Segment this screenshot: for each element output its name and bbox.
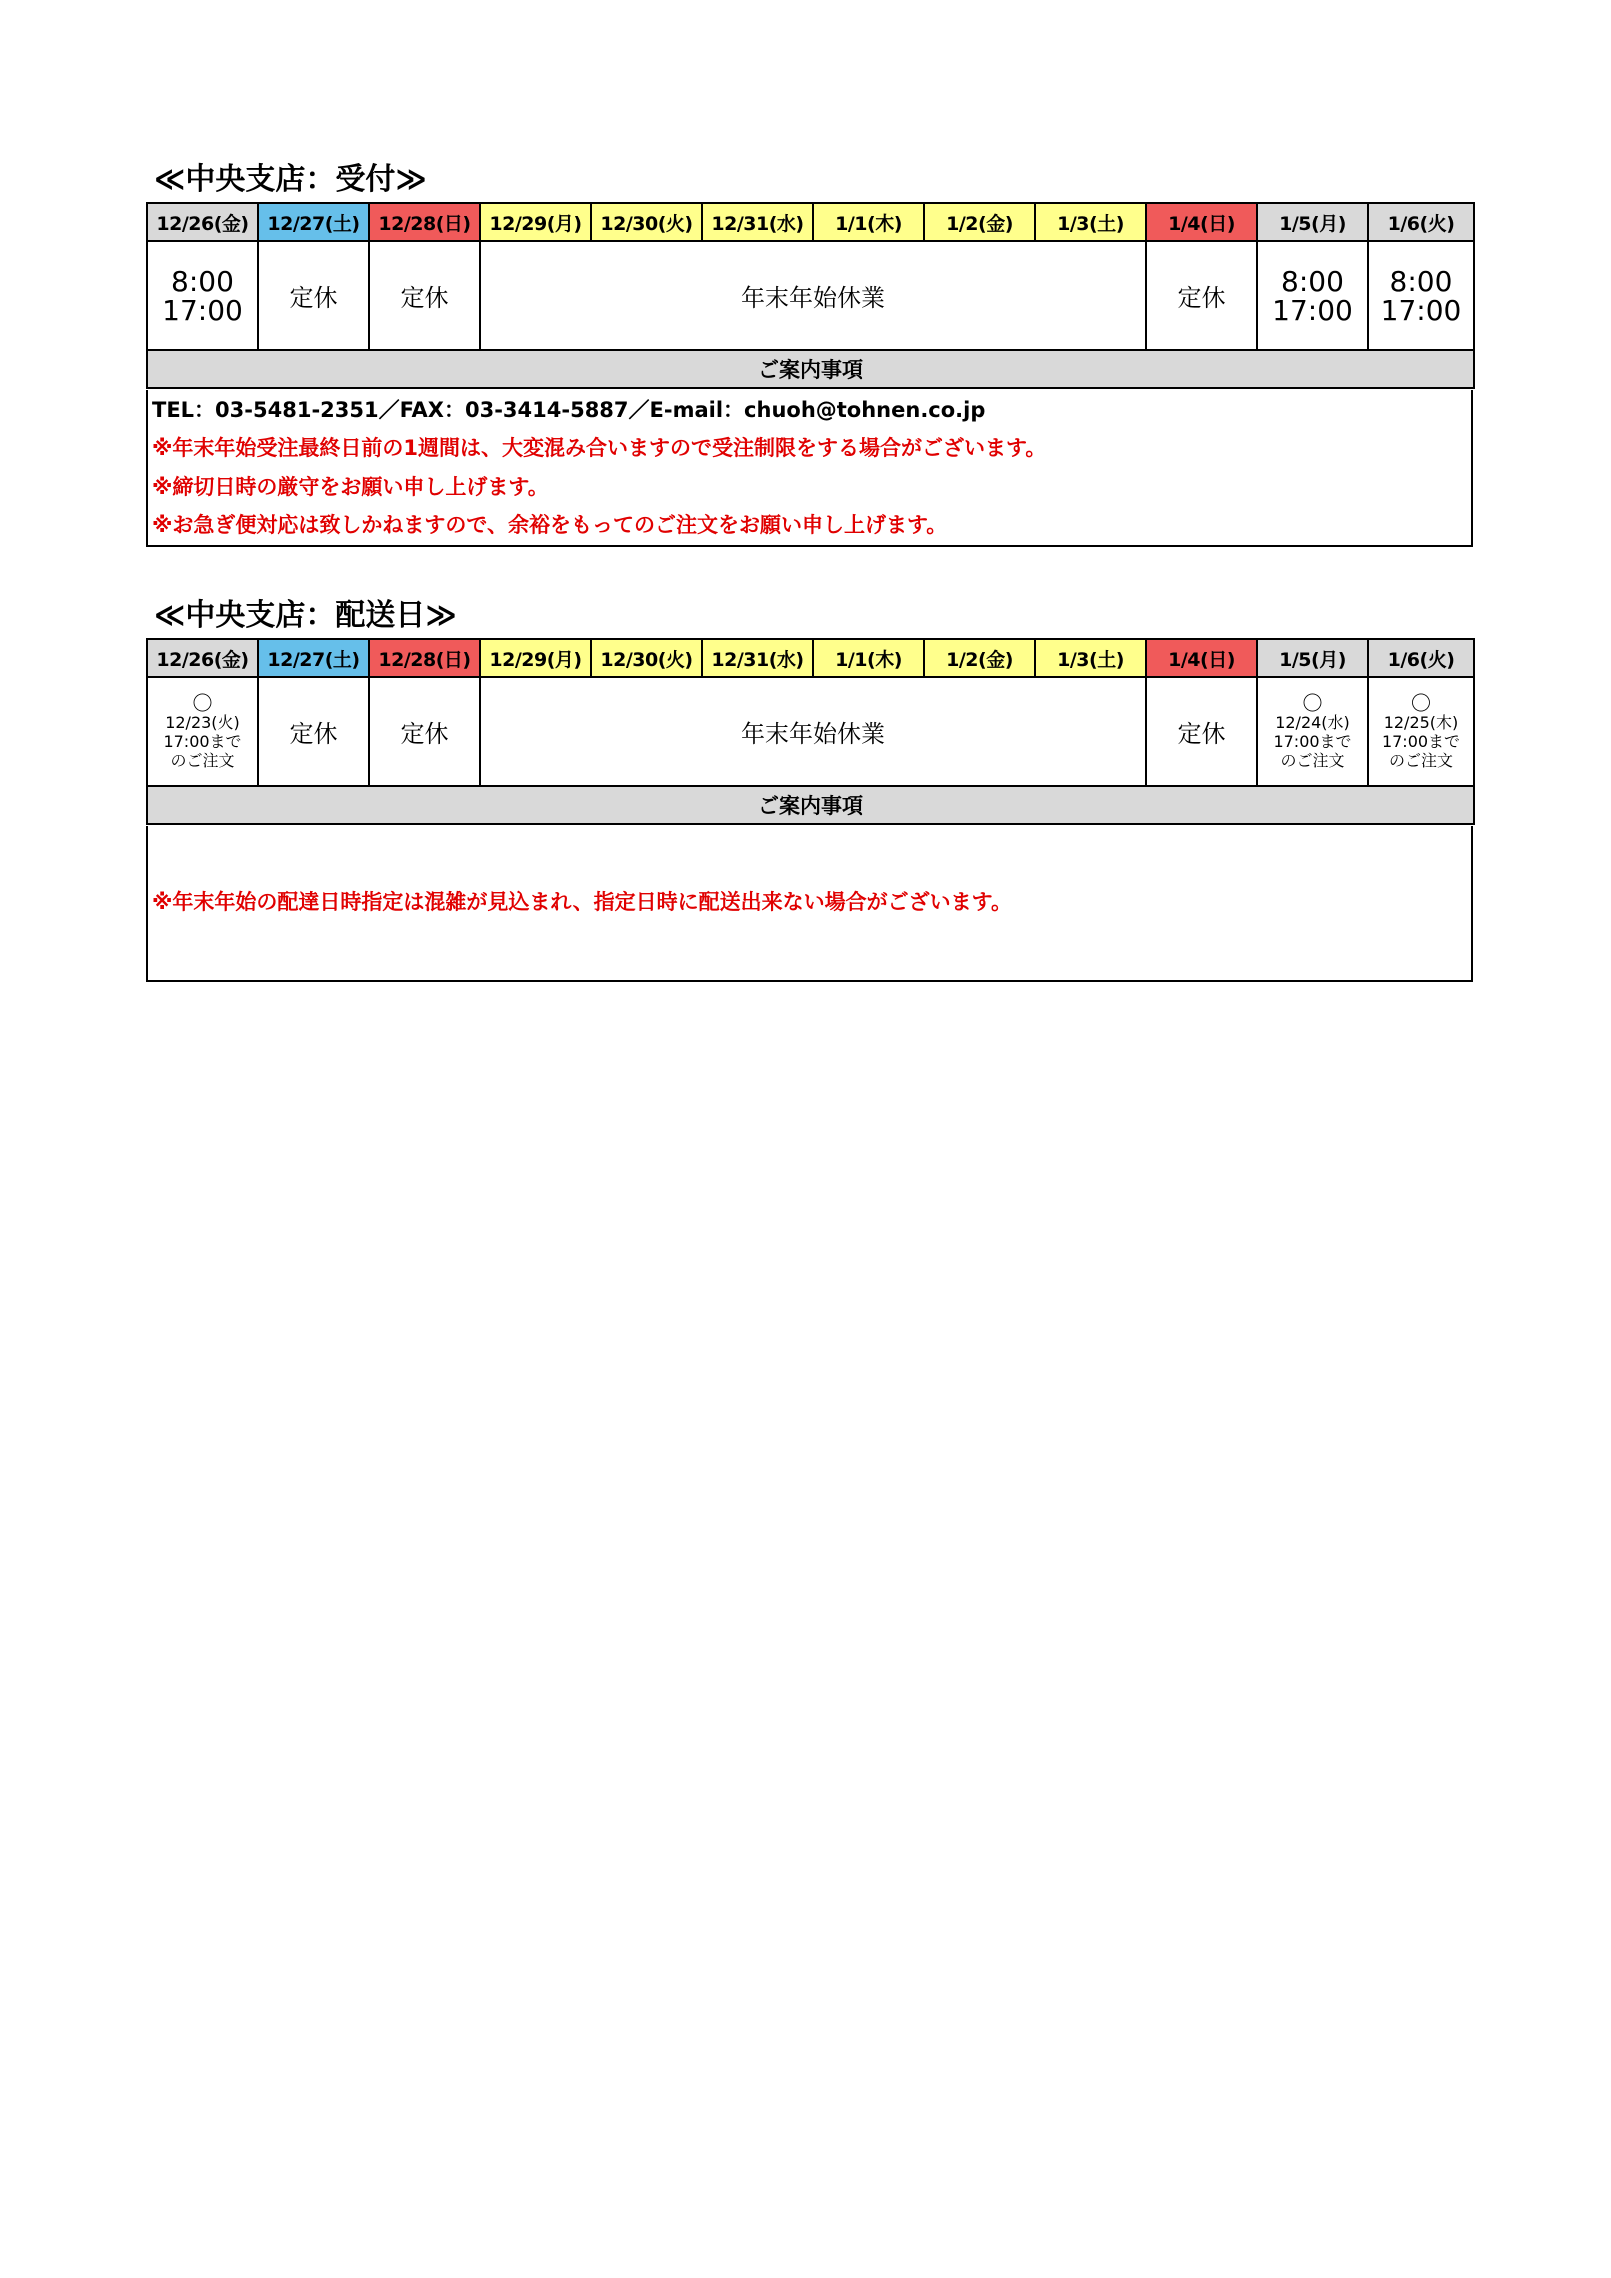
date-header: 1/3(土)	[1035, 639, 1146, 677]
date-header: 1/1(木)	[813, 639, 924, 677]
date-header: 1/4(日)	[1146, 639, 1257, 677]
date-header: 1/6(火)	[1368, 639, 1474, 677]
hours-cell	[1257, 241, 1368, 350]
hours-cell	[147, 241, 258, 350]
date-header: 12/28(日)	[369, 639, 480, 677]
date-header: 1/2(金)	[924, 203, 1035, 241]
closed-cell: 定休	[1146, 241, 1257, 350]
hours-cell	[1368, 241, 1474, 350]
date-header: 12/28(日)	[369, 203, 480, 241]
closed-cell: 定休	[369, 677, 480, 786]
reception-info-box	[146, 390, 1473, 547]
order-deadline-time: 17:00まで	[163, 732, 242, 751]
delivery-available-cell	[1257, 677, 1368, 786]
note-line: ※お急ぎ便対応は致しかねますので、余裕をもってのご注文をお願い申し上げます。	[152, 513, 948, 537]
note-line: ※年末年始の配達日時指定は混雑が見込まれ、指定日時に配送出来ない場合がございます。	[152, 890, 1012, 914]
closed-cell: 定休	[1146, 677, 1257, 786]
date-header: 1/1(木)	[813, 203, 924, 241]
delivery-available-cell	[147, 677, 258, 786]
closed-cell: 定休	[258, 677, 369, 786]
date-header: 12/29(月)	[480, 639, 591, 677]
open-time: 8:00	[171, 264, 234, 298]
date-header: 1/5(月)	[1257, 203, 1368, 241]
holiday-cell: 年末年始休業	[480, 241, 1146, 350]
delivery-calendar	[146, 638, 1475, 825]
available-mark: 〇	[1411, 691, 1431, 715]
date-header: 1/3(土)	[1035, 203, 1146, 241]
reception-calendar	[146, 202, 1475, 389]
info-header: ご案内事項	[147, 786, 1474, 824]
note-line: ※締切日時の厳守をお願い申し上げます。	[152, 475, 549, 499]
date-header: 12/29(月)	[480, 203, 591, 241]
available-mark: 〇	[192, 691, 213, 715]
delivery-info-box	[146, 826, 1473, 982]
order-deadline-time: 17:00まで	[1381, 732, 1461, 751]
date-header: 12/27(土)	[258, 203, 369, 241]
closed-cell: 定休	[258, 241, 369, 350]
date-header: 12/27(土)	[258, 639, 369, 677]
order-deadline-suffix: のご注文	[1388, 751, 1453, 770]
contact-line: TEL：03-5481-2351／FAX：03-3414-5887／E-mail：chuoh@tohnen.co.jp	[152, 398, 986, 422]
order-deadline-date: 12/23(火)	[165, 713, 240, 732]
date-header: 1/2(金)	[924, 639, 1035, 677]
order-deadline-date: 12/24(水)	[1275, 713, 1350, 732]
order-deadline-date: 12/25(木)	[1383, 713, 1459, 732]
order-deadline-suffix: のご注文	[1280, 751, 1345, 770]
reception-title: ≪中央支店：受付≫	[154, 162, 427, 197]
date-header: 12/30(火)	[591, 203, 702, 241]
date-header: 1/4(日)	[1146, 203, 1257, 241]
available-mark: 〇	[1302, 691, 1323, 715]
close-time: 17:00	[162, 293, 243, 327]
date-header: 12/30(火)	[591, 639, 702, 677]
date-header: 12/31(水)	[702, 639, 813, 677]
order-deadline-time: 17:00まで	[1273, 732, 1352, 751]
closed-cell: 定休	[369, 241, 480, 350]
date-header: 12/26(金)	[147, 639, 258, 677]
close-time: 17:00	[1380, 293, 1462, 327]
open-time: 8:00	[1281, 264, 1344, 298]
date-header: 12/31(水)	[702, 203, 813, 241]
info-header: ご案内事項	[147, 350, 1474, 388]
open-time: 8:00	[1389, 264, 1453, 298]
delivery-available-cell	[1368, 677, 1474, 786]
note-line: ※年末年始受注最終日前の1週間は、大変混み合いますので受注制限をする場合がございます。	[152, 436, 1047, 460]
date-header: 1/6(火)	[1368, 203, 1474, 241]
holiday-cell: 年末年始休業	[480, 677, 1146, 786]
order-deadline-suffix: のご注文	[170, 751, 235, 770]
delivery-title: ≪中央支店：配送日≫	[154, 598, 457, 633]
date-header: 12/26(金)	[147, 203, 258, 241]
date-header: 1/5(月)	[1257, 639, 1368, 677]
close-time: 17:00	[1272, 293, 1353, 327]
